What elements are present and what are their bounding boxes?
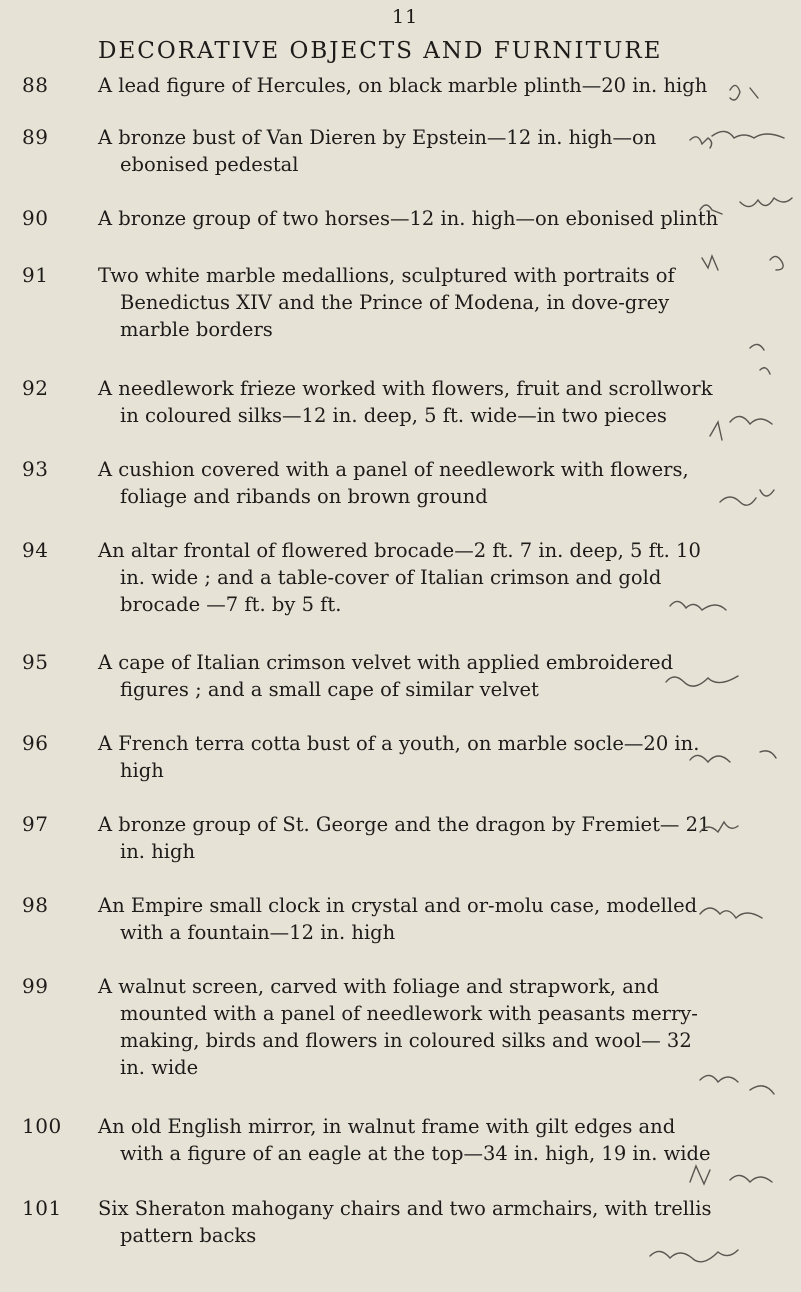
lot-number: 99 — [22, 974, 49, 998]
lot-description: Six Sheraton mahogany chairs and two armchairs, with trellis pattern backs — [98, 1197, 712, 1247]
lot-number: 88 — [22, 73, 49, 97]
lot-description: A French terra cotta bust of a youth, on marble socle—20 in. high — [98, 732, 700, 782]
lot-description: A bronze bust of Van Dieren by Epstein—12 in. high—on ebonised pedestal — [98, 126, 657, 176]
lot-number: 98 — [22, 893, 49, 917]
lot-number: 100 — [22, 1114, 62, 1138]
lot-number: 89 — [22, 125, 49, 149]
lot-number: 90 — [22, 206, 49, 230]
lot-number: 91 — [22, 263, 49, 287]
lot-number: 93 — [22, 457, 49, 481]
lot-description: An old English mirror, in walnut frame with gilt edges and with a figure of an eagle at the top—34 in. high, 19 in. wide — [98, 1115, 711, 1165]
section-heading: DECORATIVE OBJECTS AND FURNITURE — [98, 38, 663, 64]
lot-number: 96 — [22, 731, 49, 755]
lot-number: 92 — [22, 376, 49, 400]
lot-description: A bronze group of St. George and the dragon by Fremiet— 21 in. high — [98, 813, 711, 863]
lot-description: A cushion covered with a panel of needlework with flowers, foliage and ribands on brown ground — [98, 458, 689, 508]
lot-description: An altar frontal of flowered brocade—2 ft. 7 in. deep, 5 ft. 10 in. wide ; and a table-cover of Italian crimson and gold brocade —7 ft. by 5 ft. — [98, 539, 701, 616]
lot-description: Two white marble medallions, sculptured with portraits of Benedictus XIV and the Prince of Modena, in dove-grey marble borders — [98, 264, 675, 341]
lot-description: A lead figure of Hercules, on black marble plinth—20 in. high — [98, 74, 708, 97]
lot-description: A needlework frieze worked with flowers, fruit and scrollwork in coloured silks—12 in. deep, 5 ft. wide—in two pieces — [98, 377, 713, 427]
lot-description: An Empire small clock in crystal and or-molu case, modelled with a fountain—12 in. high — [98, 894, 698, 944]
lot-description: A walnut screen, carved with foliage and strapwork, and mounted with a panel of needlework with peasants merry-making, birds and flowers in coloured silks and wool— 32 in. wide — [98, 975, 698, 1079]
lot-number: 94 — [22, 538, 49, 562]
lot-number: 101 — [22, 1196, 62, 1220]
lot-description: A cape of Italian crimson velvet with applied embroidered figures ; and a small cape of similar velvet — [98, 651, 674, 701]
page-number: 11 — [392, 6, 419, 28]
lot-number: 95 — [22, 650, 49, 674]
lot-number: 97 — [22, 812, 49, 836]
lot-description: A bronze group of two horses—12 in. high—on ebonised plinth — [98, 207, 719, 230]
